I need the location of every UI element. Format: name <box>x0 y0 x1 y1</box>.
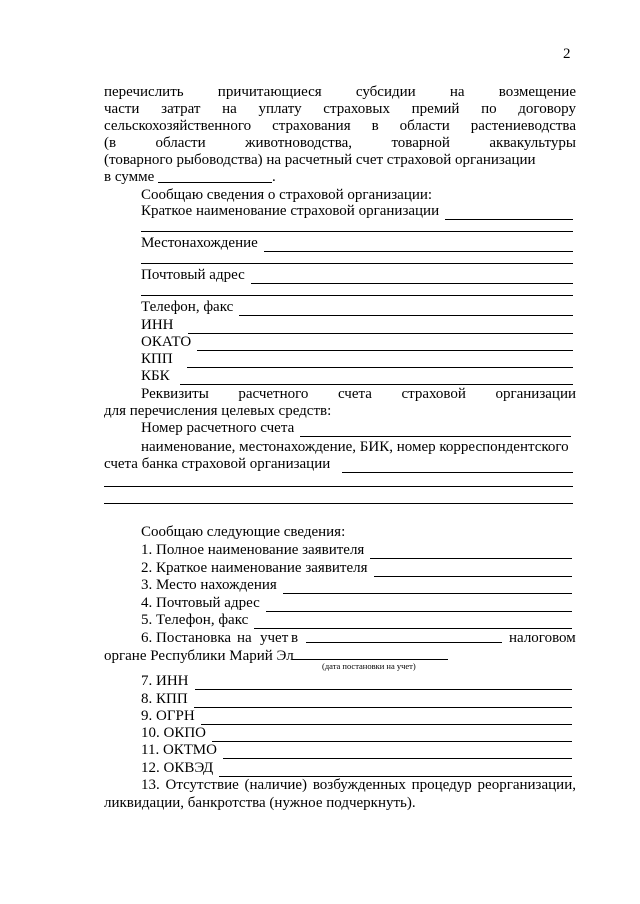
word: на <box>449 84 465 100</box>
field-line[interactable] <box>223 746 572 759</box>
bank-details-line: наименование, местонахождение, БИК, номер корреспондентского <box>141 439 569 455</box>
field-label: 9. ОГРН <box>141 708 195 724</box>
word: возмещение <box>498 84 576 100</box>
applicant-item-7 <box>141 673 572 690</box>
field-label: 10. ОКПО <box>141 725 207 741</box>
field-label: 12. ОКВЭД <box>141 760 214 776</box>
field-label: 5. Телефон, факс <box>141 612 249 628</box>
word: в <box>291 630 299 646</box>
applicant-item-13-line2: ликвидации, банкротства (нужное подчеркнуть). <box>104 795 416 811</box>
word: затрат <box>161 101 201 117</box>
bank-details-row <box>104 456 573 473</box>
field-label: 8. КПП <box>141 691 188 707</box>
word: страховых <box>323 101 390 117</box>
field-label: 4. Почтовый адрес <box>141 595 260 611</box>
field-label: Почтовый адрес <box>141 267 245 283</box>
word: организации <box>495 386 576 402</box>
field-label: Номер расчетного счета <box>141 420 295 436</box>
word: (в <box>104 135 117 151</box>
word: Отсутствие <box>165 777 239 793</box>
word: части <box>104 101 140 117</box>
field-line[interactable] <box>187 355 573 368</box>
insurer-postal-row <box>141 267 573 284</box>
field-label: 7. ИНН <box>141 673 189 689</box>
applicant-item-10 <box>141 725 572 742</box>
paragraph-line <box>104 101 576 118</box>
word: возбужденных <box>312 777 406 793</box>
period: . <box>272 169 276 185</box>
word: страховой <box>401 386 466 402</box>
applicant-heading: Сообщаю следующие сведения: <box>141 524 346 540</box>
field-line[interactable] <box>104 503 573 504</box>
word: страхования <box>272 118 351 134</box>
field-line[interactable] <box>254 616 572 629</box>
registration-date-caption: (дата постановки на учет) <box>322 661 416 671</box>
field-label: ОКАТО <box>141 334 192 350</box>
insurer-inn-row <box>141 317 573 334</box>
insurer-location-row <box>141 235 573 252</box>
field-line[interactable] <box>283 581 572 594</box>
applicant-item-1 <box>141 542 572 559</box>
requisites-line: для перечисления целевых средств: <box>104 403 332 419</box>
word: договору <box>518 101 576 117</box>
word: аквакультуры <box>489 135 576 151</box>
field-label: Телефон, факс <box>141 299 234 315</box>
field-line[interactable] <box>195 677 573 690</box>
paragraph-line <box>104 135 576 152</box>
tax-office-field-line[interactable] <box>306 642 502 643</box>
insurer-okato-row <box>141 334 573 351</box>
word: в <box>371 118 379 134</box>
applicant-item-12 <box>141 760 572 777</box>
word: реорганизации, <box>477 777 576 793</box>
word: учет <box>260 630 289 646</box>
applicant-item-2 <box>141 560 572 577</box>
field-label: 11. ОКТМО <box>141 742 217 758</box>
requisites-line <box>141 386 576 403</box>
applicant-item-11 <box>141 742 572 759</box>
word: Реквизиты <box>141 386 209 402</box>
field-line[interactable] <box>201 712 572 725</box>
word: растениеводства <box>470 118 576 134</box>
insurer-kpp-row <box>141 351 573 368</box>
word: процедур <box>411 777 472 793</box>
paragraph-line <box>104 118 576 135</box>
word: области <box>155 135 206 151</box>
applicant-item-9 <box>141 708 572 725</box>
insurer-heading: Сообщаю сведения о страховой организации: <box>141 187 433 203</box>
field-label: 2. Краткое наименование заявителя <box>141 560 368 576</box>
amount-field-line[interactable] <box>158 182 272 183</box>
word: премий <box>411 101 460 117</box>
field-label: счета банка страховой организации <box>104 456 331 472</box>
word: области <box>399 118 450 134</box>
insurer-short-name-row <box>141 203 573 220</box>
field-line[interactable] <box>188 321 574 334</box>
word: причитающиеся <box>217 84 322 100</box>
page-number: 2 <box>563 46 571 62</box>
field-label: КБК <box>141 368 170 384</box>
field-label: Краткое наименование страховой организации <box>141 203 440 219</box>
word: (наличие) <box>244 777 308 793</box>
field-line[interactable] <box>342 460 573 473</box>
word: перечислить <box>104 84 184 100</box>
field-line[interactable] <box>141 263 573 264</box>
field-line[interactable] <box>266 599 572 612</box>
word: счета <box>337 386 372 402</box>
field-line[interactable] <box>264 239 573 252</box>
field-line[interactable] <box>374 564 572 577</box>
applicant-item-6-line2: органе Республики Марий Эл <box>104 648 294 664</box>
applicant-item-5 <box>141 612 572 629</box>
word: 13. <box>141 777 160 793</box>
field-line[interactable] <box>239 303 573 316</box>
word: на <box>237 630 252 646</box>
word: животноводства, <box>245 135 353 151</box>
word: расчетного <box>238 386 309 402</box>
field-label: КПП <box>141 351 173 367</box>
field-label: ИНН <box>141 317 174 333</box>
word: товарной <box>391 135 450 151</box>
amount-label: в сумме <box>104 169 155 185</box>
field-line[interactable] <box>300 424 571 437</box>
word: субсидии <box>355 84 416 100</box>
applicant-item-4 <box>141 595 572 612</box>
field-line[interactable] <box>251 271 573 284</box>
field-line[interactable] <box>212 729 572 742</box>
word: на <box>222 101 237 117</box>
insurer-phone-row <box>141 299 573 316</box>
field-line[interactable] <box>219 764 572 777</box>
field-line[interactable] <box>194 695 572 708</box>
field-line[interactable] <box>104 486 573 487</box>
word: сельскохозяйственного <box>104 118 252 134</box>
field-line[interactable] <box>141 231 573 232</box>
registration-date-field-line[interactable] <box>292 659 448 660</box>
applicant-item-13-line1 <box>141 777 576 794</box>
word: по <box>481 101 497 117</box>
field-line[interactable] <box>445 207 573 220</box>
field-line[interactable] <box>141 295 573 296</box>
applicant-item-8 <box>141 691 572 708</box>
field-label: Местонахождение <box>141 235 258 251</box>
paragraph-line <box>104 84 576 101</box>
word: уплату <box>258 101 302 117</box>
applicant-item-6-label: 6. Постановка <box>141 630 232 646</box>
field-label: 3. Место нахождения <box>141 577 277 593</box>
applicant-item-3 <box>141 577 572 594</box>
field-line[interactable] <box>197 338 573 351</box>
field-line[interactable] <box>370 546 572 559</box>
field-line[interactable] <box>180 372 573 385</box>
field-label: 1. Полное наименование заявителя <box>141 542 365 558</box>
account-number-row <box>141 420 571 437</box>
insurer-kbk-row <box>141 368 573 385</box>
paragraph-line: (товарного рыбоводства) на расчетный счет страховой организации <box>104 152 536 168</box>
word: налоговом <box>509 630 576 646</box>
